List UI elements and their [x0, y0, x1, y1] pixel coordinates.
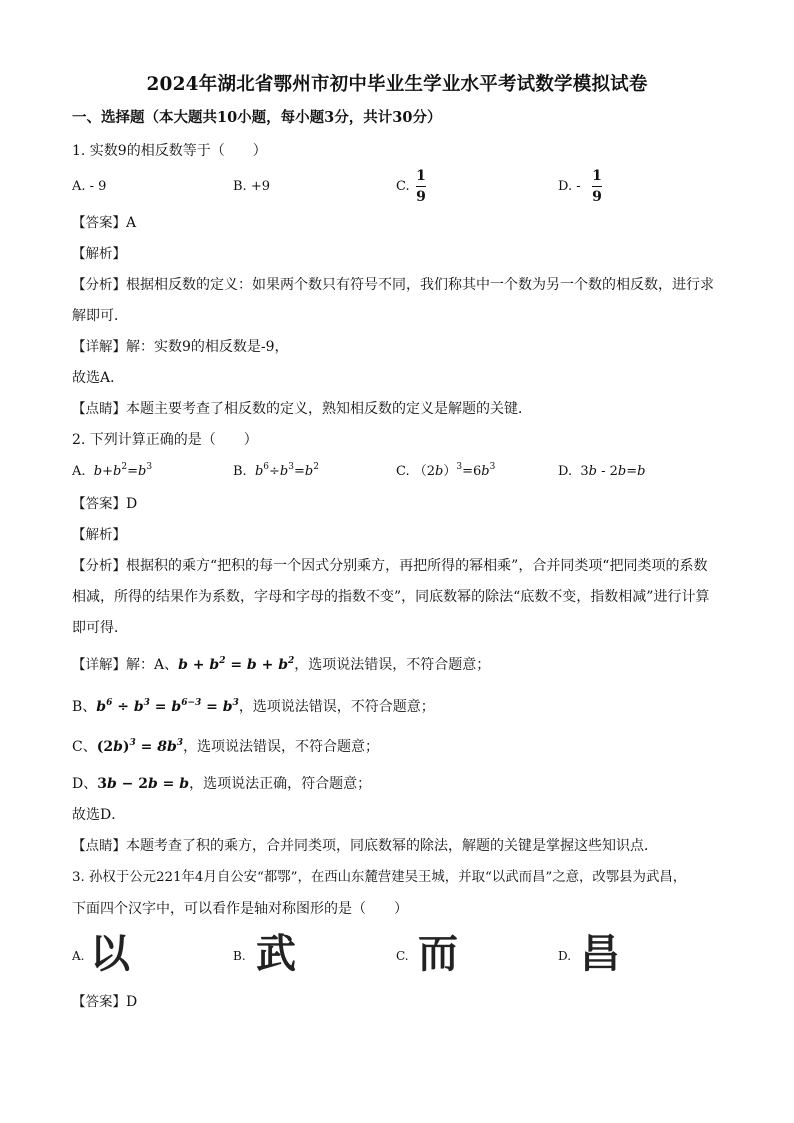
xiangjie-a-tail: ，选项说法错误，不符合题意；	[294, 657, 491, 673]
page-title: 2024年湖北省鄂州市初中毕业生学业水平考试数学模拟试卷	[146, 74, 648, 95]
q2-xiangjie-c	[72, 737, 379, 757]
q1-option-d-fraction	[592, 168, 602, 205]
analysis-tag: 【解析】	[72, 246, 126, 262]
q2-option-c: C. $(2b)^3=6b^3$	[396, 462, 496, 479]
xiangjie-c-tail: ，选项说法错误，不符合题意；	[183, 739, 380, 755]
fraction-bar	[592, 186, 602, 187]
xiangjie-text: 解：A、	[126, 657, 179, 673]
q3-stem-cont: 下面四个汉字中，可以看作是轴对称图形的是（ ）	[72, 901, 408, 917]
analysis-tag: 【解析】	[72, 527, 126, 543]
answer-tag: 【答案】	[72, 994, 126, 1010]
xiangjie-d-tail: ，选项说法正确，符合题意；	[189, 776, 372, 792]
dianjing-text: 本题主要考查了相反数的定义，熟知相反数的定义是解题的关键．	[126, 401, 532, 417]
q2-fenxi-cont2: 即可得．	[72, 620, 128, 636]
q3-answer	[72, 992, 137, 1012]
answer-value: D	[126, 994, 138, 1010]
q1-stem: 1. 实数9的相反数等于（ ）	[72, 143, 267, 159]
answer-tag: 【答案】	[72, 215, 126, 231]
q2-xiangjie	[72, 655, 490, 675]
dianjing-tag: 【点睛】	[72, 401, 126, 417]
formula-d: 3b − 2b = b	[97, 776, 190, 792]
q3-stem: 3. 孙权于公元221年4月自公安“都鄂”，在西山东麓营建吴王城，并取“以武而昌”之意，改鄂县为武昌，	[72, 870, 687, 885]
xiangjie-tag: 【详解】	[72, 339, 126, 355]
option-label: C.	[396, 464, 410, 479]
q3-option-d-label: D.	[558, 949, 572, 963]
q3-option-a-label: A.	[72, 949, 85, 963]
denominator: 9	[592, 189, 602, 205]
q2-xiangjie-d	[72, 774, 371, 794]
section-heading: 一、选择题（本大题共10小题，每小题3分，共计30分）	[72, 109, 442, 126]
answer-value: A	[126, 215, 137, 231]
q2-answer	[72, 494, 137, 514]
q1-option-c-fraction	[416, 168, 426, 205]
q2-option-a: A. $b+b^2=b^3$	[72, 462, 153, 479]
q3-option-c-char: 而	[418, 931, 458, 977]
q1-answer	[72, 213, 136, 233]
option-label: A.	[72, 464, 86, 479]
q2-option-d: D. 3b - 2b=b	[558, 464, 646, 479]
q1-option-c-label: C.	[396, 179, 410, 194]
q3-option-d-char: 昌	[580, 931, 620, 977]
option-label: B.	[233, 464, 247, 479]
item-label: D、	[72, 776, 98, 792]
q3-option-b-char: 武	[256, 931, 296, 977]
q1-analysis	[72, 244, 126, 264]
dianjing-tag: 【点睛】	[72, 838, 126, 854]
numerator: 1	[592, 168, 602, 184]
q1-option-a: A. - 9	[72, 179, 107, 194]
q1-dianjing	[72, 399, 532, 419]
q1-fenxi-cont: 解即可．	[72, 308, 128, 324]
q3-option-a-char: 以	[90, 931, 130, 977]
q1-option-b: B. +9	[233, 179, 270, 194]
q2-xiangjie-b	[72, 697, 435, 717]
q2-analysis	[72, 525, 126, 545]
formula-b: $b^6 \div b^3 = b^{6-3} = b^3$	[96, 698, 239, 715]
numerator: 1	[416, 168, 426, 184]
fenxi-tag: 【分析】	[72, 277, 126, 293]
q2-guxuan: 故选D．	[72, 807, 126, 823]
item-label: B、	[72, 699, 97, 715]
option-label: D.	[558, 464, 573, 479]
xiangjie-b-tail: ，选项说法错误，不符合题意；	[238, 699, 435, 715]
xiangjie-text: 解：实数9的相反数是-9，	[126, 339, 289, 355]
fraction-bar	[416, 186, 426, 187]
dianjing-text: 本题考查了积的乘方，合并同类项，同底数幂的除法，解题的关键是掌握这些知识点．	[126, 838, 658, 854]
q2-fenxi	[72, 556, 707, 576]
q2-stem: 2. 下列计算正确的是（ ）	[72, 432, 258, 448]
q1-fenxi	[72, 275, 714, 295]
xiangjie-tag: 【详解】	[72, 657, 126, 673]
q2-fenxi-cont: 相减，所得的结果作为系数，字母和字母的指数不变”，同底数幂的除法“底数不变，指数相减”进行计算	[72, 589, 710, 605]
q2-option-b: B. $b^6\div b^3=b^2$	[233, 462, 319, 479]
q3-option-b-label: B.	[233, 949, 246, 963]
q1-guxuan: 故选A．	[72, 370, 125, 386]
fenxi-text: 根据积的乘方“把积的每一个因式分别乘方，再把所得的幂相乘”，合并同类项“把同类项的系数	[126, 558, 708, 574]
q1-xiangjie	[72, 337, 289, 357]
item-label: C、	[72, 739, 97, 755]
fenxi-text: 根据相反数的定义：如果两个数只有符号不同，我们称其中一个数为另一个数的相反数，进行求	[126, 277, 714, 293]
answer-tag: 【答案】	[72, 496, 126, 512]
answer-value: D	[126, 496, 138, 512]
q1-option-d-label: D. -	[558, 179, 581, 194]
fenxi-tag: 【分析】	[72, 558, 126, 574]
formula-c: $(2b)^3 = 8b^3$	[96, 738, 184, 755]
denominator: 9	[416, 189, 426, 205]
q2-dianjing	[72, 836, 658, 856]
q3-option-c-label: C.	[396, 949, 409, 963]
formula-a: $b + b^2 = b + b^2$	[178, 656, 295, 673]
